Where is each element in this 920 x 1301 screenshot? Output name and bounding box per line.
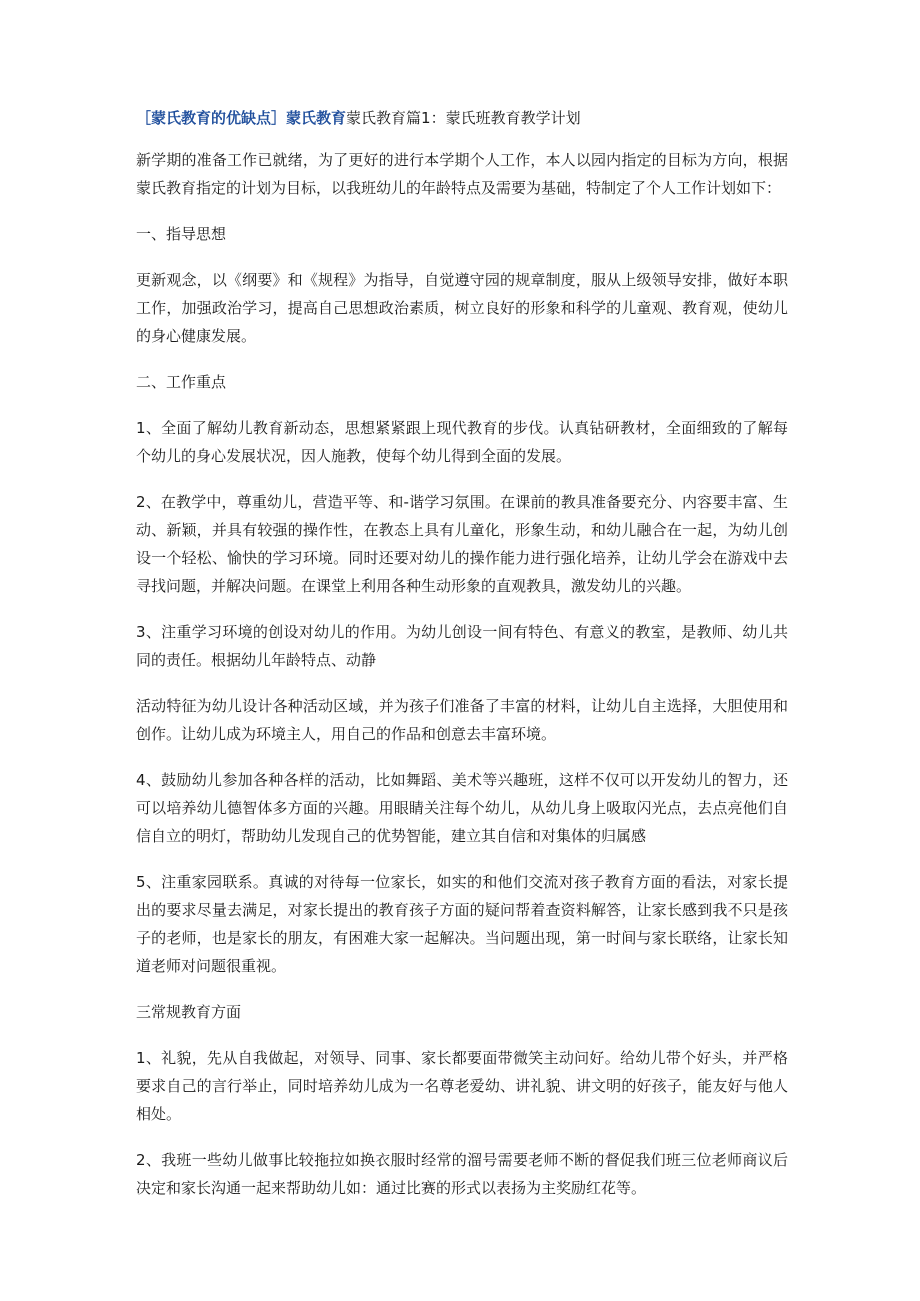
title-text: 蒙氏教育篇1：蒙氏班教育教学计划 — [346, 109, 581, 127]
work-focus-item-5: 5、注重家园联系。真诚的对待每一位家长，如实的和他们交流对孩子教育方面的看法，对家长提出的要求尽量去满足，对家长提出的教育孩子方面的疑问帮着查资料解答，让家长感到我不只是孩子的老师，也是家长的朋友，有困难大家一起解决。当问题出现，第一时间与家长联络，让家长知道老师对问题很重视。 — [136, 873, 788, 975]
title-link-montessori[interactable]: 蒙氏教育 — [286, 109, 347, 127]
intro-paragraph: 新学期的准备工作已就绪，为了更好的进行本学期个人工作，本人以园内指定的目标为方向，根据蒙氏教育指定的计划为目标，以我班幼儿的年龄特点及需要为基础，特制定了个人工作计划如下： — [136, 151, 788, 197]
work-focus-item-3a: 3、注重学习环境的创设对幼儿的作用。为幼儿创设一间有特色、有意义的教室，是教师、幼儿共同的责任。根据幼儿年龄特点、动静 — [136, 623, 788, 669]
work-focus-item-3b: 活动特征为幼儿设计各种活动区域，并为孩子们准备了丰富的材料，让幼儿自主选择，大胆使用和创作。让幼儿成为环境主人，用自己的作品和创意去丰富环境。 — [136, 697, 788, 743]
section-heading-work-focus: 二、工作重点 — [136, 373, 227, 391]
routine-education-item-1: 1、礼貌，先从自我做起，对领导、同事、家长都要面带微笑主动问好。给幼儿带个好头，并严格要求自己的言行举止，同时培养幼儿成为一名尊老爱幼、讲礼貌、讲文明的好孩子，能友好与他人相处。 — [136, 1049, 788, 1123]
document-title — [136, 104, 788, 132]
work-focus-item-1: 1、全面了解幼儿教育新动态，思想紧紧跟上现代教育的步伐。认真钻研教材，全面细致的了解每个幼儿的身心发展状况，因人施教，使每个幼儿得到全面的发展。 — [136, 419, 788, 465]
section-heading-guiding-ideology: 一、指导思想 — [136, 225, 227, 243]
document-page — [136, 104, 788, 1220]
guiding-ideology-paragraph: 更新观念，以《纲要》和《规程》为指导，自觉遵守园的规章制度，服从上级领导安排，做好本职工作，加强政治学习，提高自己思想政治素质，树立良好的形象和科学的儿童观、教育观，使幼儿的身心健康发展。 — [136, 271, 788, 345]
work-focus-item-4: 4、鼓励幼儿参加各种各样的活动，比如舞蹈、美术等兴趣班，这样不仅可以开发幼儿的智力，还可以培养幼儿德智体多方面的兴趣。用眼睛关注每个幼儿，从幼儿身上吸取闪光点，去点亮他们自信自立的明灯，帮助幼儿发现自己的优势智能，建立其自信和对集体的归属感 — [136, 771, 788, 845]
routine-education-item-2: 2、我班一些幼儿做事比较拖拉如换衣服时经常的溜号需要老师不断的督促我们班三位老师商议后决定和家长沟通一起来帮助幼儿如：通过比赛的形式以表扬为主奖励红花等。 — [136, 1151, 788, 1197]
section-heading-routine-education: 三常规教育方面 — [136, 1003, 242, 1021]
work-focus-item-2: 2、在教学中，尊重幼儿，营造平等、和-谐学习氛围。在课前的教具准备要充分、内容要丰富、生动、新颖，并具有较强的操作性，在教态上具有儿童化，形象生动，和幼儿融合在一起，为幼儿创设一个轻松、愉快的学习环境。同时还要对幼儿的操作能力进行强化培养，让幼儿学会在游戏中去寻找问题，并解决问题。在课堂上利用各种生动形象的直观教具，激发幼儿的兴趣。 — [136, 493, 788, 595]
title-link-pros-cons[interactable]: ［蒙氏教育的优缺点］ — [136, 109, 287, 127]
